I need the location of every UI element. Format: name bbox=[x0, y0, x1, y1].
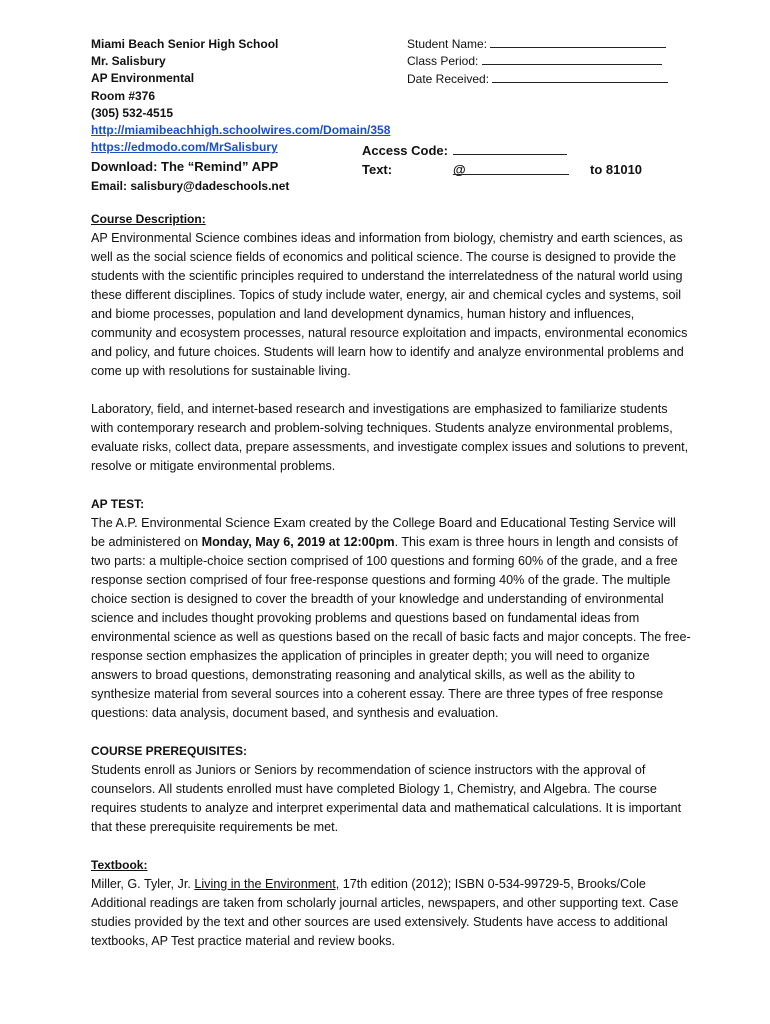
course-description-para2: Laboratory, field, and internet-based research and investigations are emphasized to familiarize students with contemporary research and problem-solving techniques. Students analyze environmental problems, evaluate risks, collect data, prepare assessments, and investigate complex issues and solutions to prevent, resolve or mitigate environmental problems. bbox=[91, 402, 689, 473]
class-period-field[interactable] bbox=[482, 53, 662, 65]
website-link[interactable]: http://miamibeachhigh.schoolwires.com/Domain/358 bbox=[91, 123, 391, 138]
remind-download: Download: The “Remind” APP bbox=[91, 159, 279, 175]
student-name-label: Student Name: bbox=[407, 37, 488, 51]
teacher-name: Mr. Salisbury bbox=[91, 54, 166, 69]
prerequisites-text: Students enroll as Juniors or Seniors by recommendation of science instructors with the approval of counselors. All students enrolled must have completed Biology 1, Chemistry, and Algebra. The course requires students to analyze and interpret experimental data and mathematical calculations. It is important that these prerequisite requirements be met. bbox=[91, 763, 682, 834]
student-fields bbox=[407, 36, 668, 88]
textbook-details: 17th edition (2012); ISBN 0-534-99729-5, Brooks/Cole bbox=[339, 877, 646, 891]
textbook-title: Textbook: bbox=[91, 858, 148, 872]
class-period-label: Class Period: bbox=[407, 54, 479, 69]
textbook-author: Miller, G. Tyler, Jr. bbox=[91, 877, 195, 891]
student-name-field[interactable] bbox=[490, 36, 666, 48]
ap-test-date: Monday, May 6, 2019 at 12:00pm bbox=[201, 535, 395, 549]
access-code-label: Access Code: bbox=[362, 143, 448, 158]
edmodo-link[interactable]: https://edmodo.com/MrSalisbury bbox=[91, 140, 278, 155]
textbook-additional: Additional readings are taken from scholarly journal articles, newspapers, and other supporting text. Case studies provided by the text and other sources are used extensively. Students have access to additional textbooks, AP Test practice material and review books. bbox=[91, 896, 679, 948]
textbook-citation bbox=[91, 875, 691, 894]
date-received-field[interactable] bbox=[492, 71, 668, 83]
email-address: Email: salisbury@dadeschools.net bbox=[91, 178, 290, 193]
date-received-label: Date Received: bbox=[407, 71, 490, 86]
textbook-book-title: Living in the Environment, bbox=[194, 877, 340, 891]
ap-test-title: AP TEST: bbox=[91, 497, 145, 511]
phone-number: (305) 532-4515 bbox=[91, 105, 174, 120]
ap-test-intro: The A.P. Environmental Science Exam created by the College Board and Educational Testing Service will be administered on bbox=[91, 516, 676, 549]
course-description-para1: AP Environmental Science combines ideas and information from biology, chemistry and earth sciences, as well as the social science fields of economics and political science. The course is designed to provide the students with the scientific principles required to understand the interrelatedness of the natural world using these different disciplines. Topics of study include water, energy, air and chemical cycles and systems, soil and biome processes, population and land development dynamics, human history and influences, community and ecosystem processes, natural resource exploitation and impacts, environmental economics and policy, and future choices. Students will learn how to identify and analyze environmental problems and come up with resolutions for sustainable living. bbox=[91, 231, 688, 378]
header-info bbox=[91, 36, 393, 195]
school-name: Miami Beach Senior High School bbox=[91, 37, 279, 51]
text-label: Text: bbox=[362, 162, 393, 177]
ap-test-text bbox=[91, 514, 691, 723]
at-sign: @ bbox=[453, 162, 466, 177]
room-number: Room #376 bbox=[91, 88, 156, 103]
course-description-title: Course Description: bbox=[91, 212, 206, 226]
to-number: to 81010 bbox=[590, 162, 643, 177]
text-code-field[interactable] bbox=[453, 174, 569, 175]
course-name: AP Environmental bbox=[91, 71, 195, 86]
syllabus-body bbox=[91, 210, 691, 951]
access-code-field[interactable] bbox=[453, 154, 567, 155]
ap-test-rest: . This exam is three hours in length and consists of two parts: a multiple-choice section comprised of 100 questions and forming 60% of the grade, and a free response section comprised of four free-response questions and forming 40% of the grade. The multiple choice section is designed to cover the breadth of your knowledge and understanding of environmental science and includes thought provoking problems and questions based on fundamental ideas from environmental science as well as questions based on the recall of basic facts and major concepts. The free-response section emphasizes the application of principles in greater depth; you will need to organize answers to broad questions, demonstrating reasoning and analytical skills, as well as the ability to synthesize material from several sources into a coherent essay. There are three types of free response questions: data analysis, document based, and synthesis and evaluation. bbox=[91, 535, 691, 720]
prerequisites-title: COURSE PREREQUISITES: bbox=[91, 744, 248, 758]
